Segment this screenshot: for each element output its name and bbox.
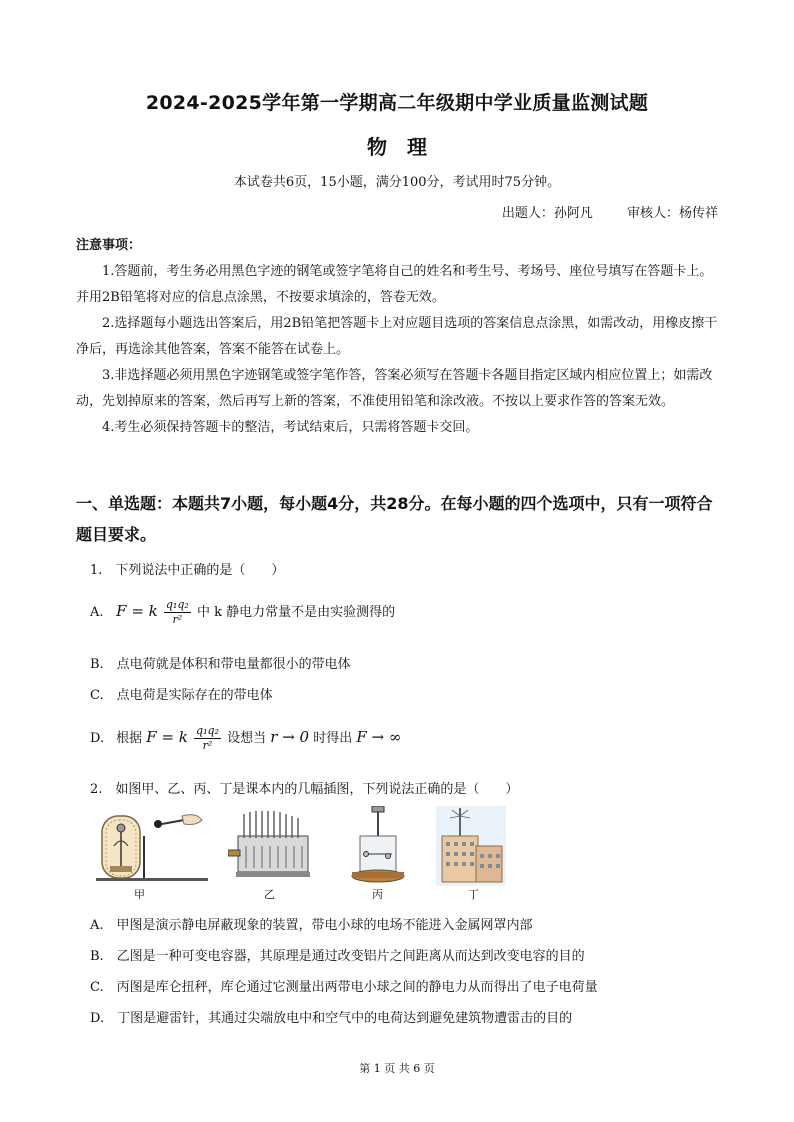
option-text: 根据 bbox=[116, 731, 143, 746]
coulomb-fraction bbox=[194, 724, 221, 753]
figure-caption-bing: 丙 bbox=[372, 888, 383, 901]
note-item: 3.非选择题必须用黑色字迹钢笔或签字笔作答，答案必须写在答题卡各题目指定区域内相应位置上；如需改动，先划掉原来的答案，然后再写上新的答案，不准使用铅笔和涂改液。不按以上要求作答的答案无效。 bbox=[76, 368, 713, 409]
page-footer: 第 1 页 共 6 页 bbox=[359, 1062, 435, 1075]
notes-heading: 注意事项： bbox=[76, 238, 142, 253]
reviewer-name: 审核人：杨传祥 bbox=[626, 206, 718, 221]
figure-caption-ding: 丁 bbox=[468, 888, 479, 901]
option-label: D. bbox=[90, 731, 105, 746]
option-text: 设想当 bbox=[227, 731, 267, 746]
setter-name: 出题人：孙阿凡 bbox=[501, 206, 593, 221]
q2-option-c: C. 丙图是库仑扭秤，库仑通过它测量出两带电小球之间的静电力从而得出了电子电荷量 bbox=[90, 980, 598, 995]
q1-option-d bbox=[90, 724, 401, 753]
notes-list bbox=[76, 259, 718, 441]
option-text: 中 k 静电力常量不是由实验测得的 bbox=[196, 605, 396, 620]
authors-line bbox=[472, 202, 718, 221]
limit-expression: r → 0 bbox=[270, 728, 310, 746]
fraction-numerator: q₁q₂ bbox=[165, 598, 189, 611]
q1-option-b: B. 点电荷就是体积和带电量都很小的带电体 bbox=[90, 657, 351, 672]
note-item: 4.考生必须保持答题卡的整洁，考试结束后，只需将答题卡交回。 bbox=[102, 420, 479, 435]
coulomb-formula-lhs: F = k bbox=[146, 728, 188, 746]
figure-caption-jia: 甲 bbox=[134, 888, 145, 901]
q1-option-c: C. 点电荷是实际存在的带电体 bbox=[90, 688, 273, 703]
fraction-denominator: r² bbox=[172, 613, 183, 626]
q2-option-b: B. 乙图是一种可变电容器，其原理是通过改变铝片之间距离从而达到改变电容的目的 bbox=[90, 949, 585, 964]
option-text: 时得出 bbox=[313, 731, 353, 746]
note-item: 1.答题前，考生务必用黑色字迹的钢笔或签字笔将自己的姓名和考生号、考场号、座位号填写在答题卡上。并用2B铅笔将对应的信息点涂黑，不按要求填涂的，答卷无效。 bbox=[76, 264, 713, 305]
q2-figures bbox=[96, 806, 516, 901]
fraction-denominator: r² bbox=[202, 739, 213, 752]
torsion-balance-figure bbox=[348, 806, 408, 886]
subject-title: 物 理 bbox=[367, 135, 427, 159]
variable-capacitor-figure bbox=[228, 806, 318, 884]
q1-option-a bbox=[90, 598, 395, 627]
lightning-rod-figure bbox=[436, 806, 506, 886]
exam-info: 本试卷共6页，15小题，满分100分，考试用时75分钟。 bbox=[233, 175, 561, 190]
section-heading: 一、单选题：本题共7小题，每小题4分，共28分。在每小题的四个选项中，只有一项符合题目要求。 bbox=[76, 494, 713, 544]
coulomb-formula-lhs: F = k bbox=[116, 602, 158, 620]
q1-stem: 1. 下列说法中正确的是（ ） bbox=[90, 563, 285, 578]
exam-title: 2024-2025学年第一学期高二年级期中学业质量监测试题 bbox=[145, 92, 649, 114]
coulomb-fraction bbox=[164, 598, 191, 627]
figure-caption-yi: 乙 bbox=[264, 888, 275, 901]
fraction-numerator: q₁q₂ bbox=[196, 724, 219, 737]
option-label: A. bbox=[90, 605, 104, 620]
limit-expression: F → ∞ bbox=[356, 728, 402, 746]
note-item: 2.选择题每小题选出答案后，用2B铅笔把答题卡上对应题目选项的答案信息点涂黑，如需改动，用橡皮擦干净后，再选涂其他答案，答案不能答在试卷上。 bbox=[76, 316, 718, 357]
electrostatic-shield-figure bbox=[96, 806, 208, 886]
q2-option-a: A. 甲图是演示静电屏蔽现象的装置，带电小球的电场不能进入金属网罩内部 bbox=[90, 918, 533, 933]
q2-stem: 2. 如图甲、乙、丙、丁是课本内的几幅插图，下列说法正确的是（ ） bbox=[90, 782, 519, 797]
q2-option-d: D. 丁图是避雷针，其通过尖端放电中和空气中的电荷达到避免建筑物遭雷击的目的 bbox=[90, 1011, 573, 1026]
